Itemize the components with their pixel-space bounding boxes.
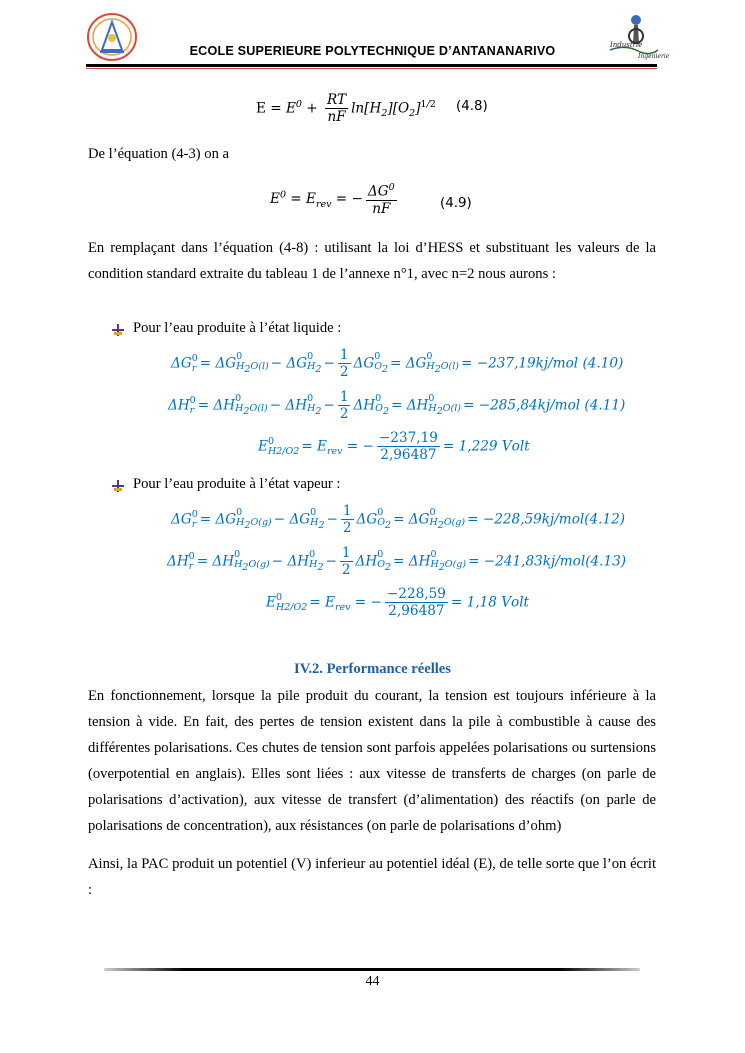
liquid-emf-value: = 1,229 𝑉𝑜𝑙𝑡 [442, 438, 530, 455]
equation-vapor-emf: E 0 H2/O2 = $E_{rev}$ = − $\frac{-228,59}{2,96487}$ = 1,18 𝑉𝑜𝑙𝑡 [266, 586, 530, 620]
equation-4-10: ΔG 0 r = ΔG 0 $H_2O(l)$ − ΔG 0 $H_2$ − $\frac{1}{2}$ ΔG 0 $O_2$ = ΔG 0 $H_2O(l)$ = −237,19𝑘𝑗/𝑚𝑜𝑙 (4.10) [171, 347, 624, 381]
school-name-header: ECOLE SUPERIEURE POLYTECHNIQUE D’ANTANANARIVO [189, 44, 556, 58]
equation-4-11: ΔH 0 r = ΔH 0 $H_2O(l)$ − ΔH 0 $H_2$ − $\frac{1}{2}$ ΔH 0 $O_2$ = ΔH 0 $H_2O(l)$ = −285,84𝑘𝑗/𝑚𝑜𝑙 (4.11) [168, 389, 626, 423]
vapor-emf-denominator: 2,96487 [388, 603, 445, 620]
department-emblem-icon [606, 10, 670, 64]
equation-number-4-8: (4.8) [456, 99, 488, 114]
fraction-rt-nf: $\frac{RT}{nF}$ [327, 92, 347, 126]
header-rule [86, 64, 657, 67]
arrow-bullet-icon [112, 324, 124, 336]
equation-4-13: ΔH 0 r = ΔH 0 $H_2O(g)$ − ΔH 0 $H_2$ − $\frac{1}{2}$ ΔH 0 $O_2$ = ΔH 0 $H_2O(g)$ = −241,83𝑘𝑗/𝑚𝑜𝑙(4.13) [167, 545, 627, 579]
vapor-emf-value: = 1,18 𝑉𝑜𝑙𝑡 [450, 594, 530, 611]
replacement-paragraph: En remplaçant dans l’équation (4-8) : utilisant la loi d’HESS et substituant les valeurs de la condition standard extraite du tableau 1 de l’annexe n°1, avec n=2 nous aurons : [88, 240, 656, 282]
equation-4-11-value: = −285,84𝑘𝑗/𝑚𝑜𝑙 (4.11) [462, 397, 626, 414]
page-number: 44 [365, 974, 380, 989]
vapor-emf-numerator: −228,59 [386, 586, 446, 602]
footer-rule [104, 968, 640, 971]
equation-4-8: $E = E^0$ + $\frac{RT}{nF}$ $\ln[H_2][O_2]^{1/2}$ [256, 92, 436, 126]
equation-4-10-value: = −237,19𝑘𝑗/𝑚𝑜𝑙 (4.10) [461, 355, 624, 372]
equation-4-13-value: = −241,83𝑘𝑗/𝑚𝑜𝑙(4.13) [468, 553, 627, 570]
equation-4-12: ΔG 0 r = ΔG 0 $H_2O(g)$ − ΔG 0 $H_2$ − $\frac{1}{2}$ ΔG 0 $O_2$ = ΔG 0 $H_2O(g)$ = −228,59𝑘𝑗/𝑚𝑜𝑙(4.12) [171, 503, 626, 537]
equation-4-12-value: = −228,59𝑘𝑗/𝑚𝑜𝑙(4.12) [467, 511, 626, 528]
intro-line: De l’équation (4-3) on a [88, 146, 230, 162]
arrow-bullet-icon [112, 480, 124, 492]
equation-number-4-9: (4.9) [440, 196, 472, 211]
bullet-liquid-label: Pour l’eau produite à l’état liquide : [133, 320, 342, 336]
equation-4-9: $E^0 = E_{rev}$ = − $\frac{\Delta G^0}{nF}$ [270, 182, 395, 217]
liquid-emf-numerator: −237,19 [378, 430, 438, 446]
equation-liquid-emf: E 0 H2/O2 = $E_{rev}$ = − $\frac{-237,19}{2,96487}$ = 1,229 𝑉𝑜𝑙𝑡 [258, 430, 530, 464]
performance-paragraph: En fonctionnement, lorsque la pile produit du courant, la tension est toujours inférieure à la tension à vide. En fait, des pertes de tension existent dans la pile à combustible à cause des différentes polarisations. Ces chutes de tension sont parfois appelées polarisations ou surtensions (overpotential en anglais). Elles sont liées : aux vitesse de transferts de charges (on parle de polarisations d’activation), aux vitesse de transfert (d’alimentation) des réactifs (on parle de polarisations de concentration), aux résistances (on parle de polarisations d’ohm) [88, 688, 656, 834]
closing-paragraph: Ainsi, la PAC produit un potentiel (V) inferieur au potentiel idéal (E), de telle sorte que l’on écrit : [88, 856, 656, 898]
svg-text:Ingenierie: Ingenierie [638, 53, 670, 60]
liquid-emf-denominator: 2,96487 [380, 447, 437, 464]
svg-text:Industrie: Industrie [610, 41, 643, 49]
bullet-vapor-label: Pour l’eau produite à l’état vapeur : [133, 476, 341, 492]
header-accent-rule [86, 68, 657, 69]
section-heading: IV.2. Performance réelles [294, 661, 451, 677]
fraction-dg-nf: $\frac{\Delta G^0}{nF}$ [367, 182, 395, 217]
